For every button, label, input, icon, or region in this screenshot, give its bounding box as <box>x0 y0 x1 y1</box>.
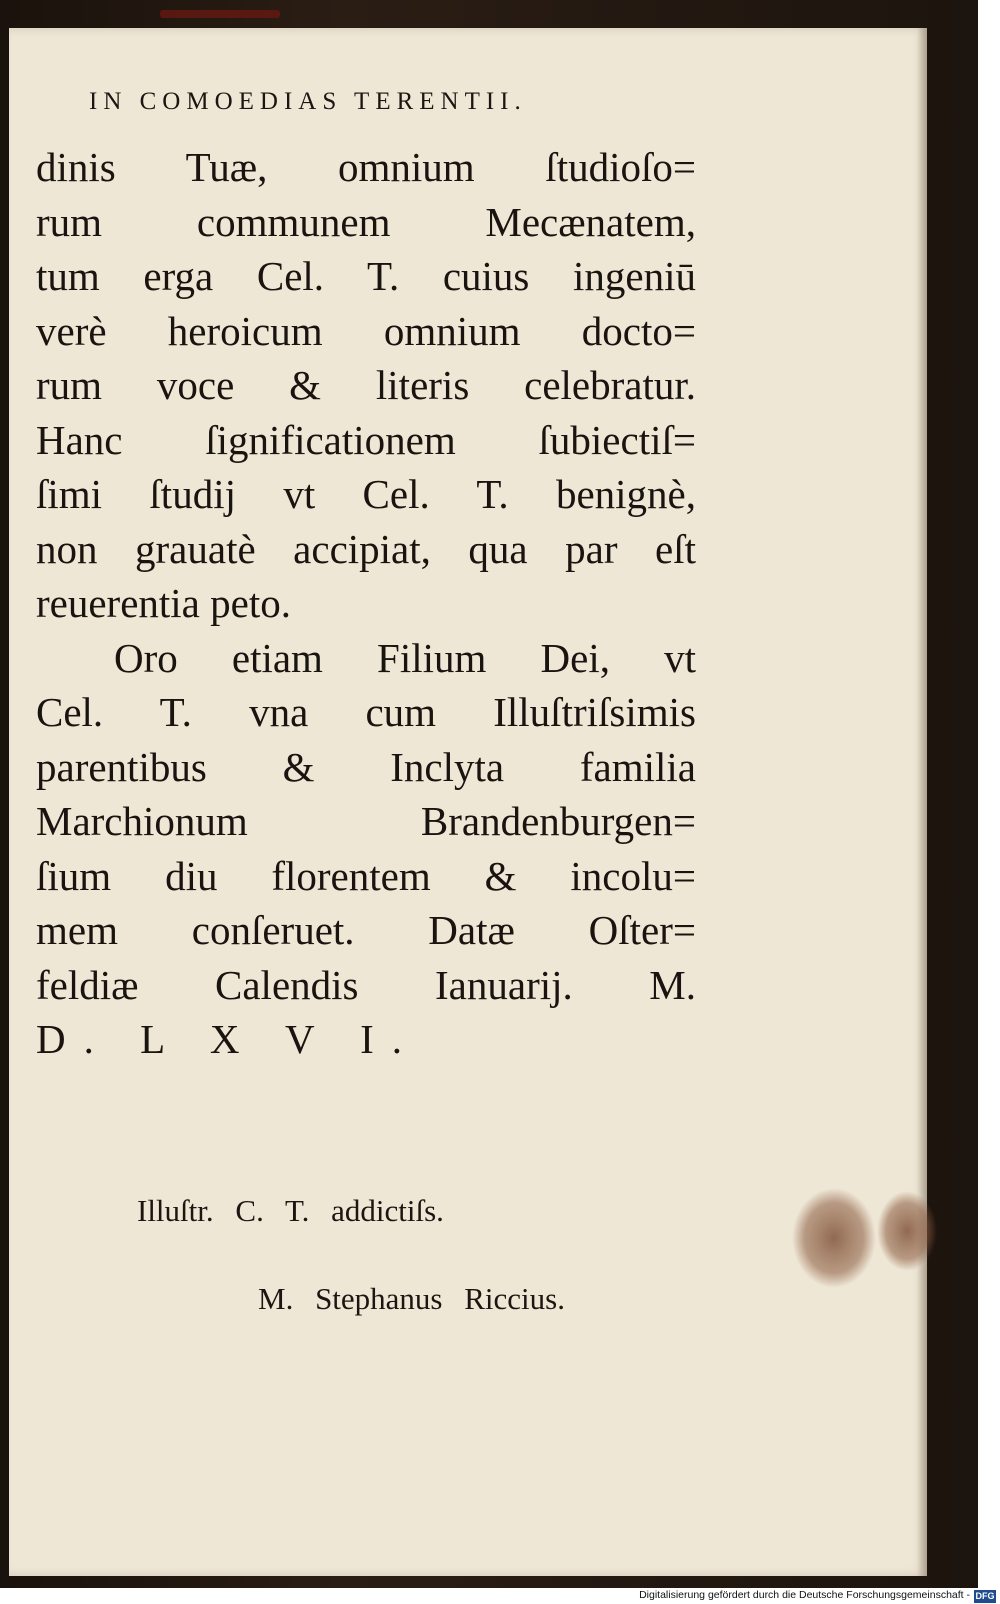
text-line: reuerentia peto. <box>36 580 291 626</box>
text-line: feldiæ Calendis Ianuarij. M. <box>36 961 696 1008</box>
text-line: Cel. T. vna cum Illuſtriſsimis <box>36 689 696 735</box>
date-line: D. L X V I. <box>36 1016 421 1062</box>
text-line: Marchionum Brandenburgen= <box>36 798 696 844</box>
text-line: rum communem Mecænatem, <box>36 198 696 245</box>
text-line: dinis Tuæ, omnium ſtudioſo= <box>36 144 696 190</box>
text-line: ſium diu florentem & incolu= <box>36 852 696 899</box>
page-shadow <box>917 28 927 1576</box>
digitization-credit: Digitalisierung gefördert durch die Deutsche Forschungsgemeinschaft - <box>639 1589 970 1601</box>
text-line: rum voce & literis celebratur. <box>36 362 696 408</box>
text-line: mem conſeruet. Datæ Oſter= <box>36 907 696 953</box>
book-page <box>9 28 927 1576</box>
paragraph-start-line: Oro etiam Filium Dei, vt <box>114 634 696 681</box>
running-head: IN COMOEDIAS TERENTII. <box>89 88 527 115</box>
signature-line-2: M. Stephanus Riccius. <box>258 1281 565 1316</box>
ink-stain <box>789 1183 939 1293</box>
text-line: parentibus & Inclyta familia <box>36 743 696 790</box>
text-line: tum erga Cel. T. cuius ingeniū <box>36 253 696 299</box>
cover-ribbon <box>160 10 280 18</box>
text-line: non grauatè accipiat, qua par eſt <box>36 525 696 572</box>
text-line: Hanc ſignificationem ſubiectiſ= <box>36 416 696 463</box>
page-text <box>36 140 696 1067</box>
dfg-logo: DFG <box>975 1591 995 1601</box>
text-line: verè heroicum omnium docto= <box>36 307 696 354</box>
signature-line-1: Illuſtr. C. T. addictiſs. <box>137 1193 444 1228</box>
text-line: ſimi ſtudij vt Cel. T. benignè, <box>36 471 696 517</box>
